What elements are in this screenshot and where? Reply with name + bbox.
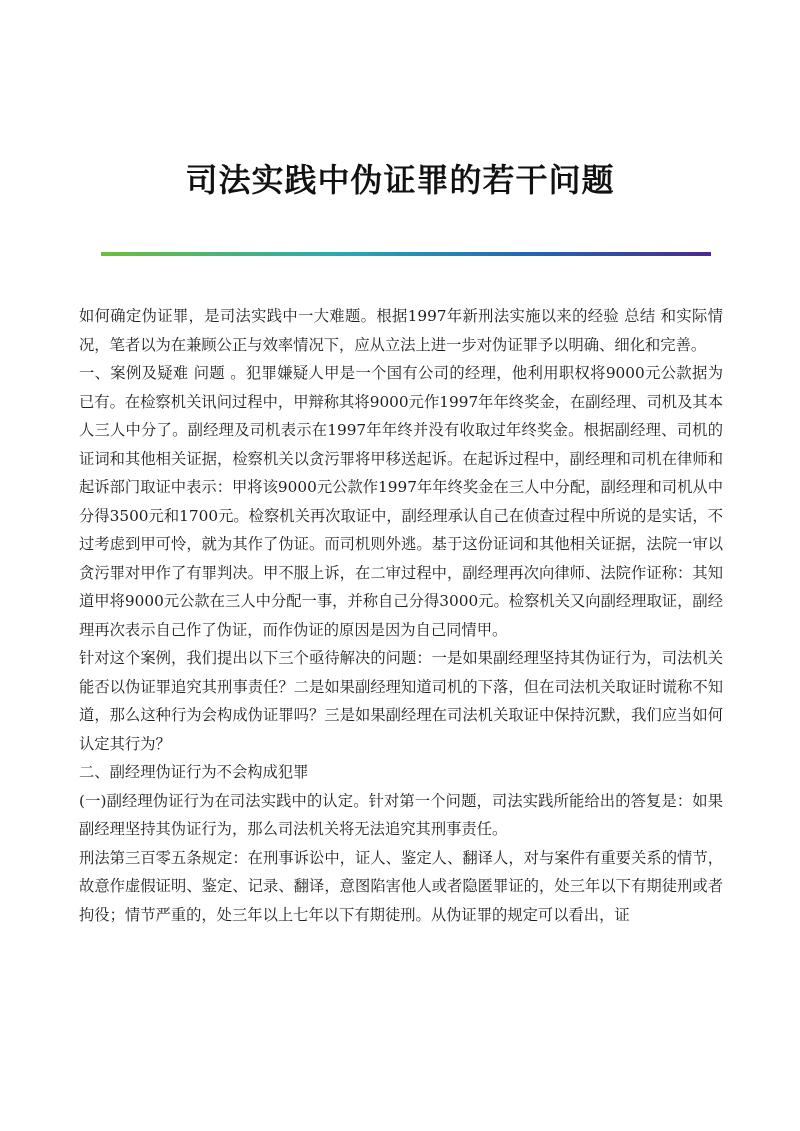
document-body <box>79 302 723 929</box>
paragraph-statute: 刑法第三百零五条规定：在刑事诉讼中，证人、鉴定人、翻译人，对与案件有重要关系的情节，故意作虚假证明、鉴定、记录、翻译，意图陷害他人或者隐匿罪证的，处三年以下有期徒刑或者拘役；情节严重的，处三年以上七年以下有期徒刑。从伪证罪的规定可以看出，证 <box>79 848 723 924</box>
title-divider <box>101 252 711 256</box>
paragraph-intro: 如何确定伪证罪，是司法实践中一大难题。根据1997年新刑法实施以来的经验 总结 和实际情况，笔者以为在兼顾公正与效率情况下，应从立法上进一步对伪证罪予以明确、细化和完善。 <box>79 307 723 354</box>
paragraph-case: 一、案例及疑难 问题 。犯罪嫌疑人甲是一个国有公司的经理，他利用职权将9000元公款据为已有。在检察机关讯问过程中，甲辩称其将9000元作1997年年终奖金，在副经理、司机及其本人三人中分了。副经理及司机表示在1997年年终并没有收取过年终奖金。根据副经理、司机的证词和其他相关证据，检察机关以贪污罪将甲移送起诉。在起诉过程中，副经理和司机在律师和起诉部门取证中表示：甲将该9000元公款作1997年年终奖金在三人中分配，副经理和司机从中分得3500元和1700元。检察机关再次取证中，副经理承认自己在侦查过程中所说的是实话，不过考虑到甲可怜，就为其作了伪证。而司机则外逃。基于这份证词和其他相关证据，法院一审以贪污罪对甲作了有罪判决。甲不服上诉，在二审过程中，副经理再次向律师、法院作证称：其知道甲将9000元公款在三人中分配一事，并称自己分得3000元。检察机关又向副经理取证，副经理再次表示自己作了伪证，而作伪证的原因是因为自己同情甲。 <box>79 364 723 639</box>
section-heading-2: 二、副经理伪证行为不会构成犯罪 <box>79 763 309 781</box>
paragraph-questions: 针对这个案例，我们提出以下三个亟待解决的问题：一是如果副经理坚持其伪证行为，司法机关能否以伪证罪追究其刑事责任？二是如果副经理知道司机的下落，但在司法机关取证时谎称不知道，那么这种行为会构成伪证罪吗？三是如果副经理在司法机关取证中保持沉默，我们应当如何认定其行为？ <box>79 649 723 753</box>
document-title: 司法实践中伪证罪的若干问题 <box>185 161 615 199</box>
paragraph-subsection-1: (一)副经理伪证行为在司法实践中的认定。针对第一个问题，司法实践所能给出的答复是：如果副经理坚持其伪证行为，那么司法机关将无法追究其刑事责任。 <box>79 791 723 838</box>
